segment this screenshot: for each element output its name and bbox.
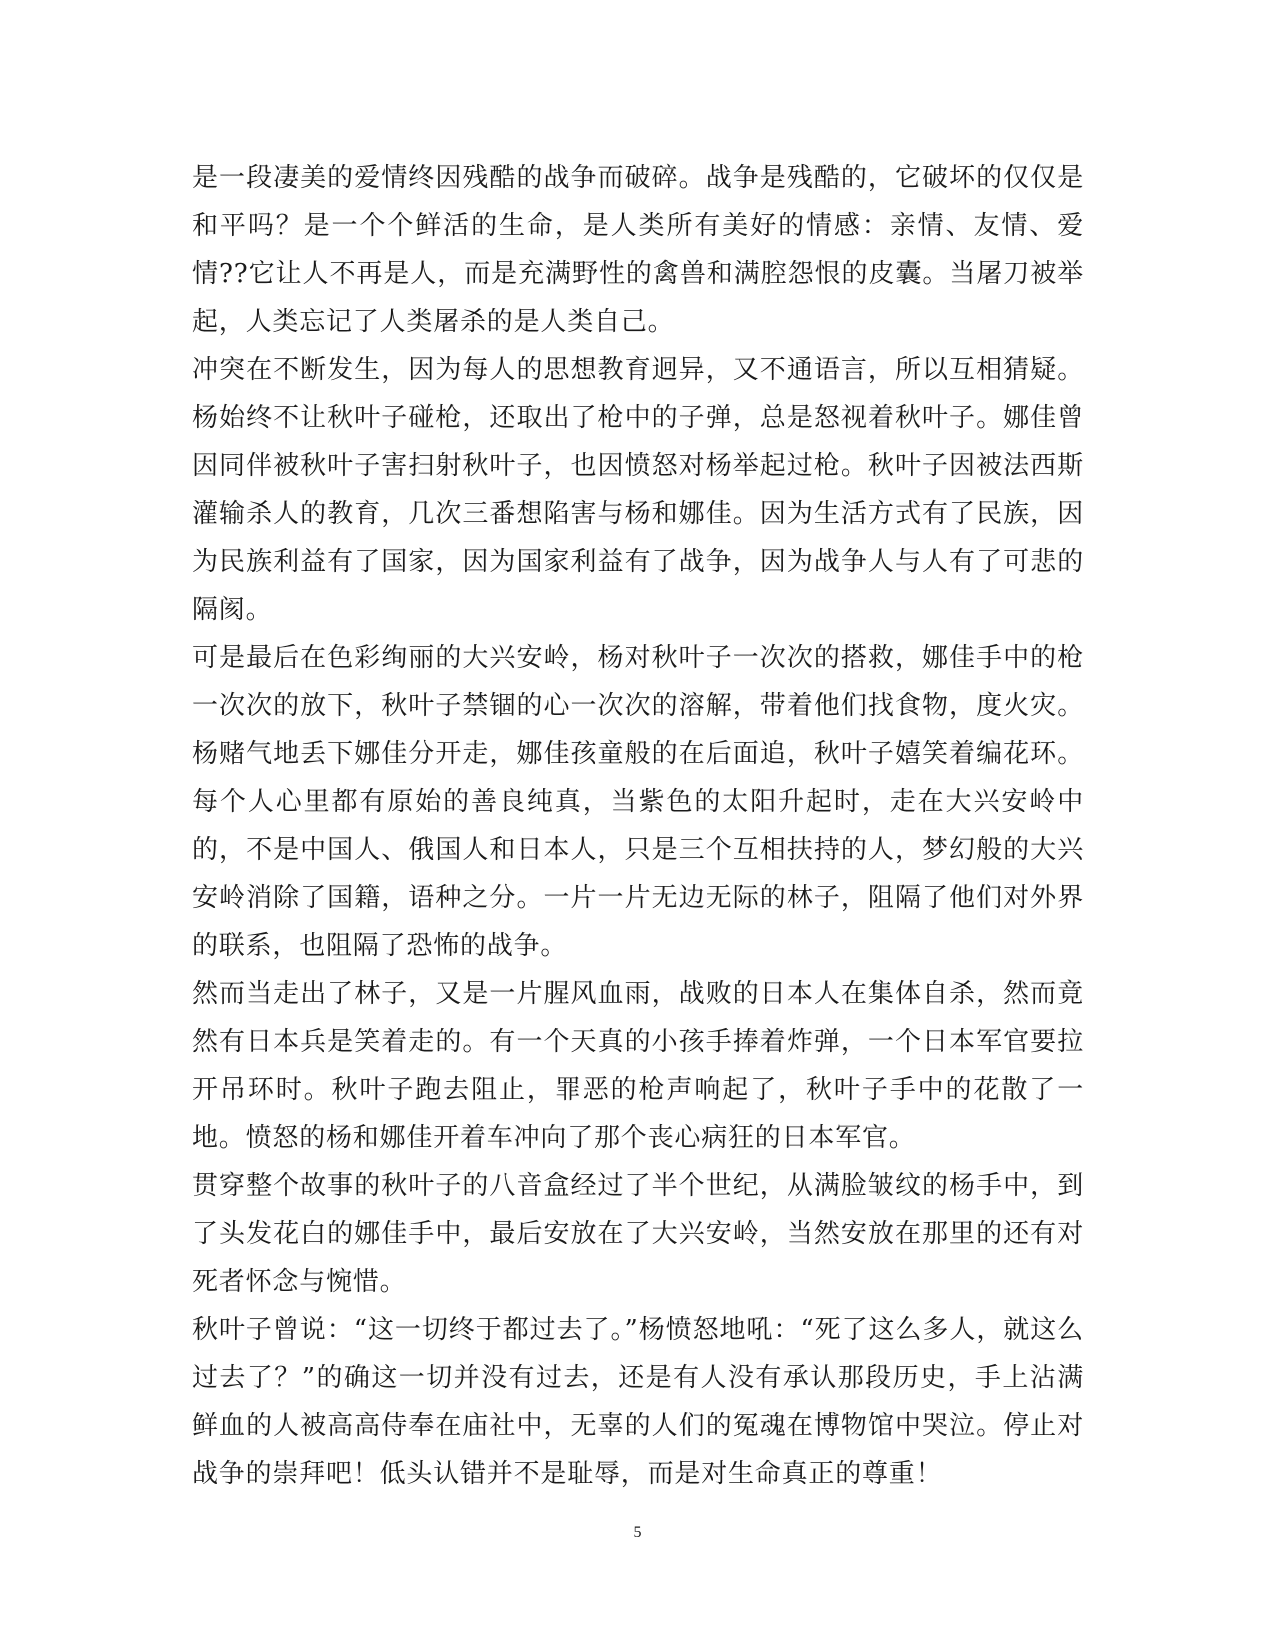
body-text <box>192 154 1084 1498</box>
paragraph: 然而当走出了林子，又是一片腥风血雨，战败的日本人在集体自杀，然而竟然有日本兵是笑着走的。有一个天真的小孩手捧着炸弹，一个日本军官要拉开吊环时。秋叶子跑去阻止，罪恶的枪声响起了，秋叶子手中的花散了一地。愤怒的杨和娜佳开着车冲向了那个丧心病狂的日本军官。 <box>192 979 1084 1153</box>
paragraph: 秋叶子曾说：“这一切终于都过去了。”杨愤怒地吼：“死了这么多人，就这么过去了？”的确这一切并没有过去，还是有人没有承认那段历史，手上沾满鲜血的人被高高侍奉在庙社中，无辜的人们的冤魂在博物馆中哭泣。停止对战争的崇拜吧！低头认错并不是耻辱，而是对生命真正的尊重！ <box>192 1315 1084 1489</box>
paragraph: 冲突在不断发生，因为每人的思想教育迥异，又不通语言，所以互相猜疑。杨始终不让秋叶子碰枪，还取出了枪中的子弹，总是怒视着秋叶子。娜佳曾因同伴被秋叶子害扫射秋叶子，也因愤怒对杨举起过枪。秋叶子因被法西斯灌输杀人的教育，几次三番想陷害与杨和娜佳。因为生活方式有了民族，因为民族利益有了国家，因为国家利益有了战争，因为战争人与人有了可悲的隔阂。 <box>192 355 1084 625</box>
page-number: 5 <box>633 1524 642 1541</box>
paragraph: 是一段凄美的爱情终因残酷的战争而破碎。战争是残酷的，它破坏的仅仅是和平吗？是一个个鲜活的生命，是人类所有美好的情感：亲情、友情、爱情??它让人不再是人，而是充满野性的禽兽和满腔怨恨的皮囊。当屠刀被举起，人类忘记了人类屠杀的是人类自己。 <box>192 163 1084 337</box>
paragraph: 贯穿整个故事的秋叶子的八音盒经过了半个世纪，从满脸皱纹的杨手中，到了头发花白的娜佳手中，最后安放在了大兴安岭，当然安放在那里的还有对死者怀念与惋惜。 <box>192 1171 1084 1297</box>
paragraph: 可是最后在色彩绚丽的大兴安岭，杨对秋叶子一次次的搭救，娜佳手中的枪一次次的放下，秋叶子禁锢的心一次次的溶解，带着他们找食物，度火灾。杨赌气地丢下娜佳分开走，娜佳孩童般的在后面追，秋叶子嬉笑着编花环。每个人心里都有原始的善良纯真，当紫色的太阳升起时，走在大兴安岭中的，不是中国人、俄国人和日本人，只是三个互相扶持的人，梦幻般的大兴安岭消除了国籍，语种之分。一片一片无边无际的林子，阻隔了他们对外界的联系，也阻隔了恐怖的战争。 <box>192 643 1084 961</box>
